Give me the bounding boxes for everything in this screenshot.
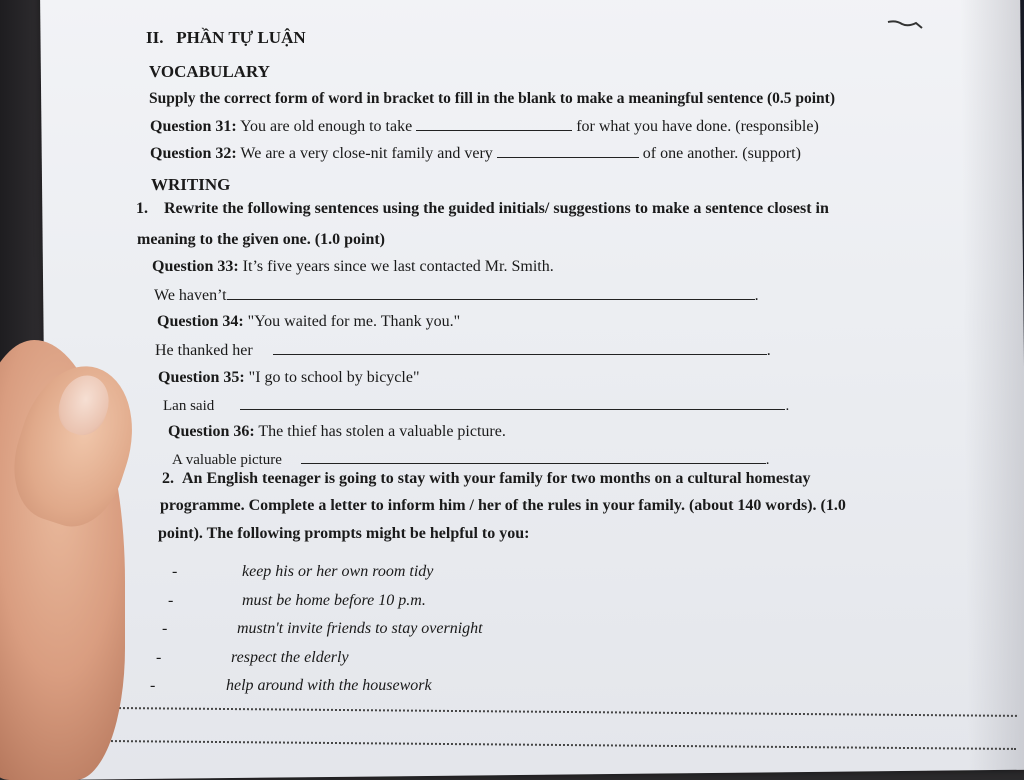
question-33: [152, 258, 554, 276]
answer-dotted-line[interactable]: [104, 740, 1016, 750]
task1-instruction-line1: 1. Rewrite the following sentences using the guided initials/ suggestions to make a sentence closest in: [136, 200, 829, 217]
question-35: [158, 369, 419, 387]
question-text: You are old enough to take: [240, 118, 413, 135]
answer-line[interactable]: [227, 298, 755, 300]
vocabulary-heading: VOCABULARY: [149, 62, 270, 81]
prompt-item: keep his or her own room tidy: [242, 563, 434, 580]
answer-blank[interactable]: [416, 129, 572, 131]
question-label: Question 31:: [150, 118, 237, 135]
prompt-item: help around with the housework: [226, 677, 432, 694]
answer-line[interactable]: [301, 462, 766, 464]
question-32: [150, 145, 801, 163]
prompt-bullet: -: [172, 563, 178, 580]
prompt-bullet: -: [150, 677, 156, 694]
question-label: Question 32:: [150, 145, 237, 162]
section-heading: II. PHẦN TỰ LUẬN: [146, 28, 306, 47]
prompt-item: mustn't invite friends to stay overnight: [237, 620, 483, 637]
question-text: for what you have done. (responsible): [576, 118, 819, 135]
question-36-prompt: A valuable picture .: [172, 452, 770, 468]
task1-instruction-line2: meaning to the given one. (1.0 point): [137, 231, 385, 248]
question-34-prompt: He thanked her .: [155, 342, 771, 359]
question-text: "You waited for me. Thank you.": [247, 313, 461, 330]
prompt-bullet: -: [156, 649, 162, 666]
question-35-prompt: Lan said .: [163, 398, 790, 414]
question-text: The thief has stolen a valuable picture.: [258, 423, 506, 440]
task2-instruction-line1: 2. An English teenager is going to stay with your family for two months on a cultural homestay: [162, 470, 811, 487]
answer-dotted-line[interactable]: [112, 707, 1017, 717]
answer-blank[interactable]: [497, 156, 639, 158]
prompt-item: must be home before 10 p.m.: [242, 592, 426, 609]
question-31: [150, 118, 819, 136]
task2-instruction-line3: point). The following prompts might be helpful to you:: [158, 525, 530, 542]
task2-instruction-line2: programme. Complete a letter to inform him / her of the rules in your family. (about 140 words). (1.0: [160, 497, 846, 514]
vocabulary-instruction: Supply the correct form of word in bracket to fill in the blank to make a meaningful sentence (0.5 point): [149, 90, 835, 107]
question-33-prompt: We haven’t .: [154, 287, 759, 304]
question-text: We are a very close-nit family and very: [240, 145, 493, 162]
question-34: [157, 313, 460, 331]
prompt-item: respect the elderly: [231, 649, 349, 666]
answer-line[interactable]: [240, 408, 785, 410]
prompt-bullet: -: [162, 620, 168, 637]
question-text: It’s five years since we last contacted Mr. Smith.: [242, 258, 554, 275]
question-label: Question 34:: [157, 313, 244, 330]
question-label: Question 36:: [168, 423, 255, 440]
question-label: Question 35:: [158, 369, 245, 386]
question-text: of one another. (support): [642, 145, 801, 162]
prompt-bullet: -: [168, 592, 174, 609]
question-label: Question 33:: [152, 258, 239, 275]
writing-heading: WRITING: [151, 175, 231, 194]
answer-line[interactable]: [273, 353, 767, 355]
pen-mark-icon: [886, 14, 926, 34]
question-text: "I go to school by bicycle": [248, 369, 420, 386]
question-36: [168, 423, 506, 441]
